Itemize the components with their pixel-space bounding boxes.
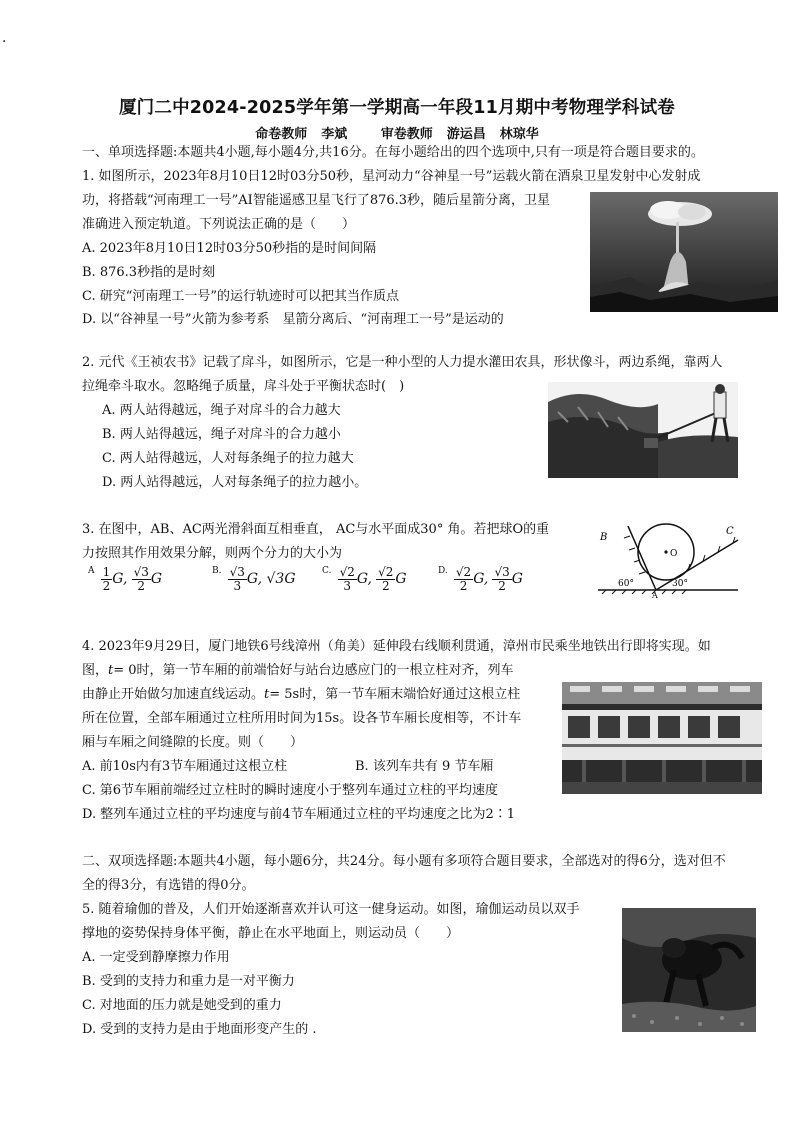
q2-option-b: B. 两人站得越远，绳子对戽斗的合力越小 (102, 427, 341, 442)
section2-header-line2: 全的得3分，有选错的得0分。 (82, 878, 255, 893)
q5-option-a: A. 一定受到静摩擦力作用 (82, 950, 230, 965)
setter-label: 命卷教师 (255, 127, 308, 142)
q3-stem-line1: 3. 在图中，AB、AC两光滑斜面互相垂直， AC与水平面成30° 角。若把球O的重 (82, 522, 550, 537)
q1-option-b: B. 876.3秒指的是时刻 (82, 265, 216, 280)
staff-line (0, 123, 794, 142)
q4-option-a: A. 前10s内有3节车厢通过这根立柱 (82, 759, 288, 774)
reviewer-label: 审卷教师 (380, 127, 433, 142)
q1-option-d: D. 以“谷神星一号”火箭为参考系 星箭分离后、“河南理工一号”是运动的 (82, 312, 504, 327)
q3-option-c: $^{C.}$ $\frac{√2}{3}$ G, $\frac{√2}{2}$ G (322, 565, 407, 593)
q1-option-c: C. 研究“河南理工一号”的运行轨迹时可以把其当作质点 (82, 289, 400, 304)
q5-yoga-photo (622, 908, 756, 1032)
exam-page: · 厦门二中2024-2025学年第一学期高一年段11月期中考物理学科试卷 命卷教师 李斌 审卷教师 游运昌 林琼华 一、单项选择题:本题共4小题,每小题4分,共16分。在每小题给出的四个选项中,只有一项是符合题目要求的。 1. 如图所示，2023年8月10日12时03分50秒，星河动力“谷神星一号”运载火箭在酒泉卫星发射中心发射成 功，将搭载“河南理工一号”AI智能遥感卫星飞行了876.3秒，随后星箭分离，卫星 准确进入预定轨道。下列说法正确的是（ ） A. 2023年8月10日12时03分50秒指的是时间间隔 B. 876.3秒指的是时刻 C. 研究“河南理工一号”的运行轨迹时可以把其当作质点 D. 以“谷神星一号”火箭为参考系 星箭分离后、“河南理工一号”是运动的 2. 元代《王祯农书》记载了戽斗，如图所示，它是一种小型的人力提水灌田农具，形状像斗，两边系绳，靠两人 拉绳牵斗取水。忽略绳子质量，戽斗处于平衡状态时( ) A. 两人站得越远，绳子对戽斗的合力越大 B. 两人站得越远，绳子对戽斗的合力越小 C. 两人站得越远，人对每条绳子的拉力越大 D. 两人站得越远，人对每条绳子的拉力越小。 3. 在图中，AB、AC两光滑斜面互相垂直， AC与水平面成30° 角。若把球O的重 力按照其作用效果分解，则两个分力的大小为 $^A$ $\frac{1}{2}$ G, $\frac{√3}{2}$ G $^{B.}$ $\frac{√3}{3}$ G, √3G $^{C.}$ $\frac{√2}{3}$ G, $\frac{√2}{2}$ G $^{D.}$ $\frac{√2}{2}$ G, $\frac{√3}{2}$ G O B C A 60° 30° 4. 2023年9月29日，厦门地铁6号线漳州（角美）延伸段右线顺利贯通，漳州市民乘坐地铁出行即将实现。如 图，t= 0时，第一节车厢的前端恰好与站台边感应门的一根立柱对齐，列车 由静止开始做匀加速直线运动。t= 5s时，第一节车厢末端恰好通过这根立柱 所在位置，全部车厢通过立柱所用时间为15s。设各节车厢长度相等，不计车 厢与车厢之间缝隙的长度。则（ ） A. 前10s内有3节车厢通过这根立柱 B. 该列车共有 9 节车厢 C. 第6节车厢前端经过立柱时的瞬时速度小于整列车通过立柱的平均速度 D. 整列车通过立柱的平均速度与前4节车厢通过立柱的平均速度之比为2∶1 二、双项选择题:本题共4小题，每小题6分，共24分。每小题有多项符合题目要求，全部选对的得6分，选对但不 全的得3分，有选错的得0分。 5. 随着瑜伽的普及，人们开始逐渐喜欢并认可这一健身运动。如图，瑜伽运动员以双手 撑地的姿势保持身体平衡，静止在水平地面上，则运动员（ ） A. 一定受到静摩擦力作用 B. 受到的支持力和重力是一对平衡力 C. 对地面的压力就是她受到的重力 D. 受到的支持力是由于地面形变产生的 . (0, 0, 794, 1123)
svg-text:O: O (670, 549, 678, 559)
q4-stem-line3: 由静止开始做匀加速直线运动。t= 5s时，第一节车厢末端恰好通过这根立柱 (82, 687, 521, 702)
q4-option-b: B. 该列车共有 9 节车厢 (355, 759, 494, 774)
q1-rocket-photo (590, 192, 778, 312)
q2-option-c: C. 两人站得越远，人对每条绳子的拉力越大 (102, 451, 354, 466)
q4-stem-line4: 所在位置，全部车厢通过立柱所用时间为15s。设各节车厢长度相等，不计车 (82, 711, 522, 726)
q2-bucket-photo (548, 382, 738, 478)
q4-metro-photo (562, 682, 762, 794)
reviewer-name-2: 林琼华 (499, 127, 539, 142)
q1-stem-line2: 功，将搭载“河南理工一号”AI智能遥感卫星飞行了876.3秒，随后星箭分离，卫星 (82, 193, 551, 208)
section2-header-line1: 二、双项选择题:本题共4小题，每小题6分，共24分。每小题有多项符合题目要求，全部选对的得6分，选对但不 (82, 854, 726, 869)
q5-option-b: B. 受到的支持力和重力是一对平衡力 (82, 974, 295, 989)
q4-stem-line2: 图，t= 0时，第一节车厢的前端恰好与站台边感应门的一根立柱对齐，列车 (82, 663, 514, 678)
q1-stem-line3: 准确进入预定轨道。下列说法正确的是（ ） (82, 217, 356, 232)
reviewer-name-1: 游运昌 (446, 127, 486, 142)
svg-text:60°: 60° (618, 579, 634, 589)
exam-title: 厦门二中2024-2025学年第一学期高一年段11月期中考物理学科试卷 (118, 98, 676, 118)
q3-option-a: $^A$ $\frac{1}{2}$ G, $\frac{√3}{2}$ G (88, 565, 163, 593)
q4-stem-line5: 厢与车厢之间缝隙的长度。则（ ） (82, 735, 304, 750)
q3-stem-line2: 力按照其作用效果分解，则两个分力的大小为 (82, 546, 343, 561)
section1-header: 一、单项选择题:本题共4小题,每小题4分,共16分。在每小题给出的四个选项中,只有一项是符合题目要求的。 (82, 145, 704, 160)
q2-stem-line2: 拉绳牵斗取水。忽略绳子质量，戽斗处于平衡状态时( ) (82, 379, 405, 394)
q5-option-c: C. 对地面的压力就是她受到的重力 (82, 998, 282, 1013)
q2-option-d: D. 两人站得越远，人对每条绳子的拉力越小。 (102, 475, 368, 490)
svg-text:B: B (600, 532, 608, 543)
q5-option-d: D. 受到的支持力是由于地面形变产生的 . (82, 1022, 317, 1037)
q4-option-d: D. 整列车通过立柱的平均速度与前4节车厢通过立柱的平均速度之比为2∶1 (82, 807, 516, 822)
svg-text:30°: 30° (672, 579, 688, 589)
q3-option-d: $^{D.}$ $\frac{√2}{2}$ G, $\frac{√3}{2}$ G (438, 565, 523, 593)
q4-stem-line1: 4. 2023年9月29日，厦门地铁6号线漳州（角美）延伸段右线顺利贯通，漳州市民乘坐地铁出行即将实现。如 (82, 639, 711, 654)
q1-stem-line1: 1. 如图所示，2023年8月10日12时03分50秒，星河动力“谷神星一号”运载火箭在酒泉卫星发射中心发射成 (82, 169, 701, 184)
q3-option-b: $^{B.}$ $\frac{√3}{3}$ G, √3G (212, 565, 296, 593)
q2-option-a: A. 两人站得越远，绳子对戽斗的合力越大 (102, 403, 341, 418)
q1-option-a: A. 2023年8月10日12时03分50秒指的是时间间隔 (82, 241, 377, 256)
svg-text:A: A (652, 591, 658, 598)
q2-stem-line1: 2. 元代《王祯农书》记载了戽斗，如图所示，它是一种小型的人力提水灌田农具，形状像斗，两边系绳，靠两人 (82, 355, 723, 370)
q5-stem-line2: 撑地的姿势保持身体平衡，静止在水平地面上，则运动员（ ） (82, 926, 460, 941)
setter-name: 李斌 (321, 127, 348, 142)
q4-option-c: C. 第6节车厢前端经过立柱时的瞬时速度小于整列车通过立柱的平均速度 (82, 783, 499, 798)
q3-incline-diagram (588, 512, 748, 598)
q5-stem-line1: 5. 随着瑜伽的普及，人们开始逐渐喜欢并认可这一健身运动。如图，瑜伽运动员以双手 (82, 902, 580, 917)
svg-text:C: C (726, 526, 734, 537)
